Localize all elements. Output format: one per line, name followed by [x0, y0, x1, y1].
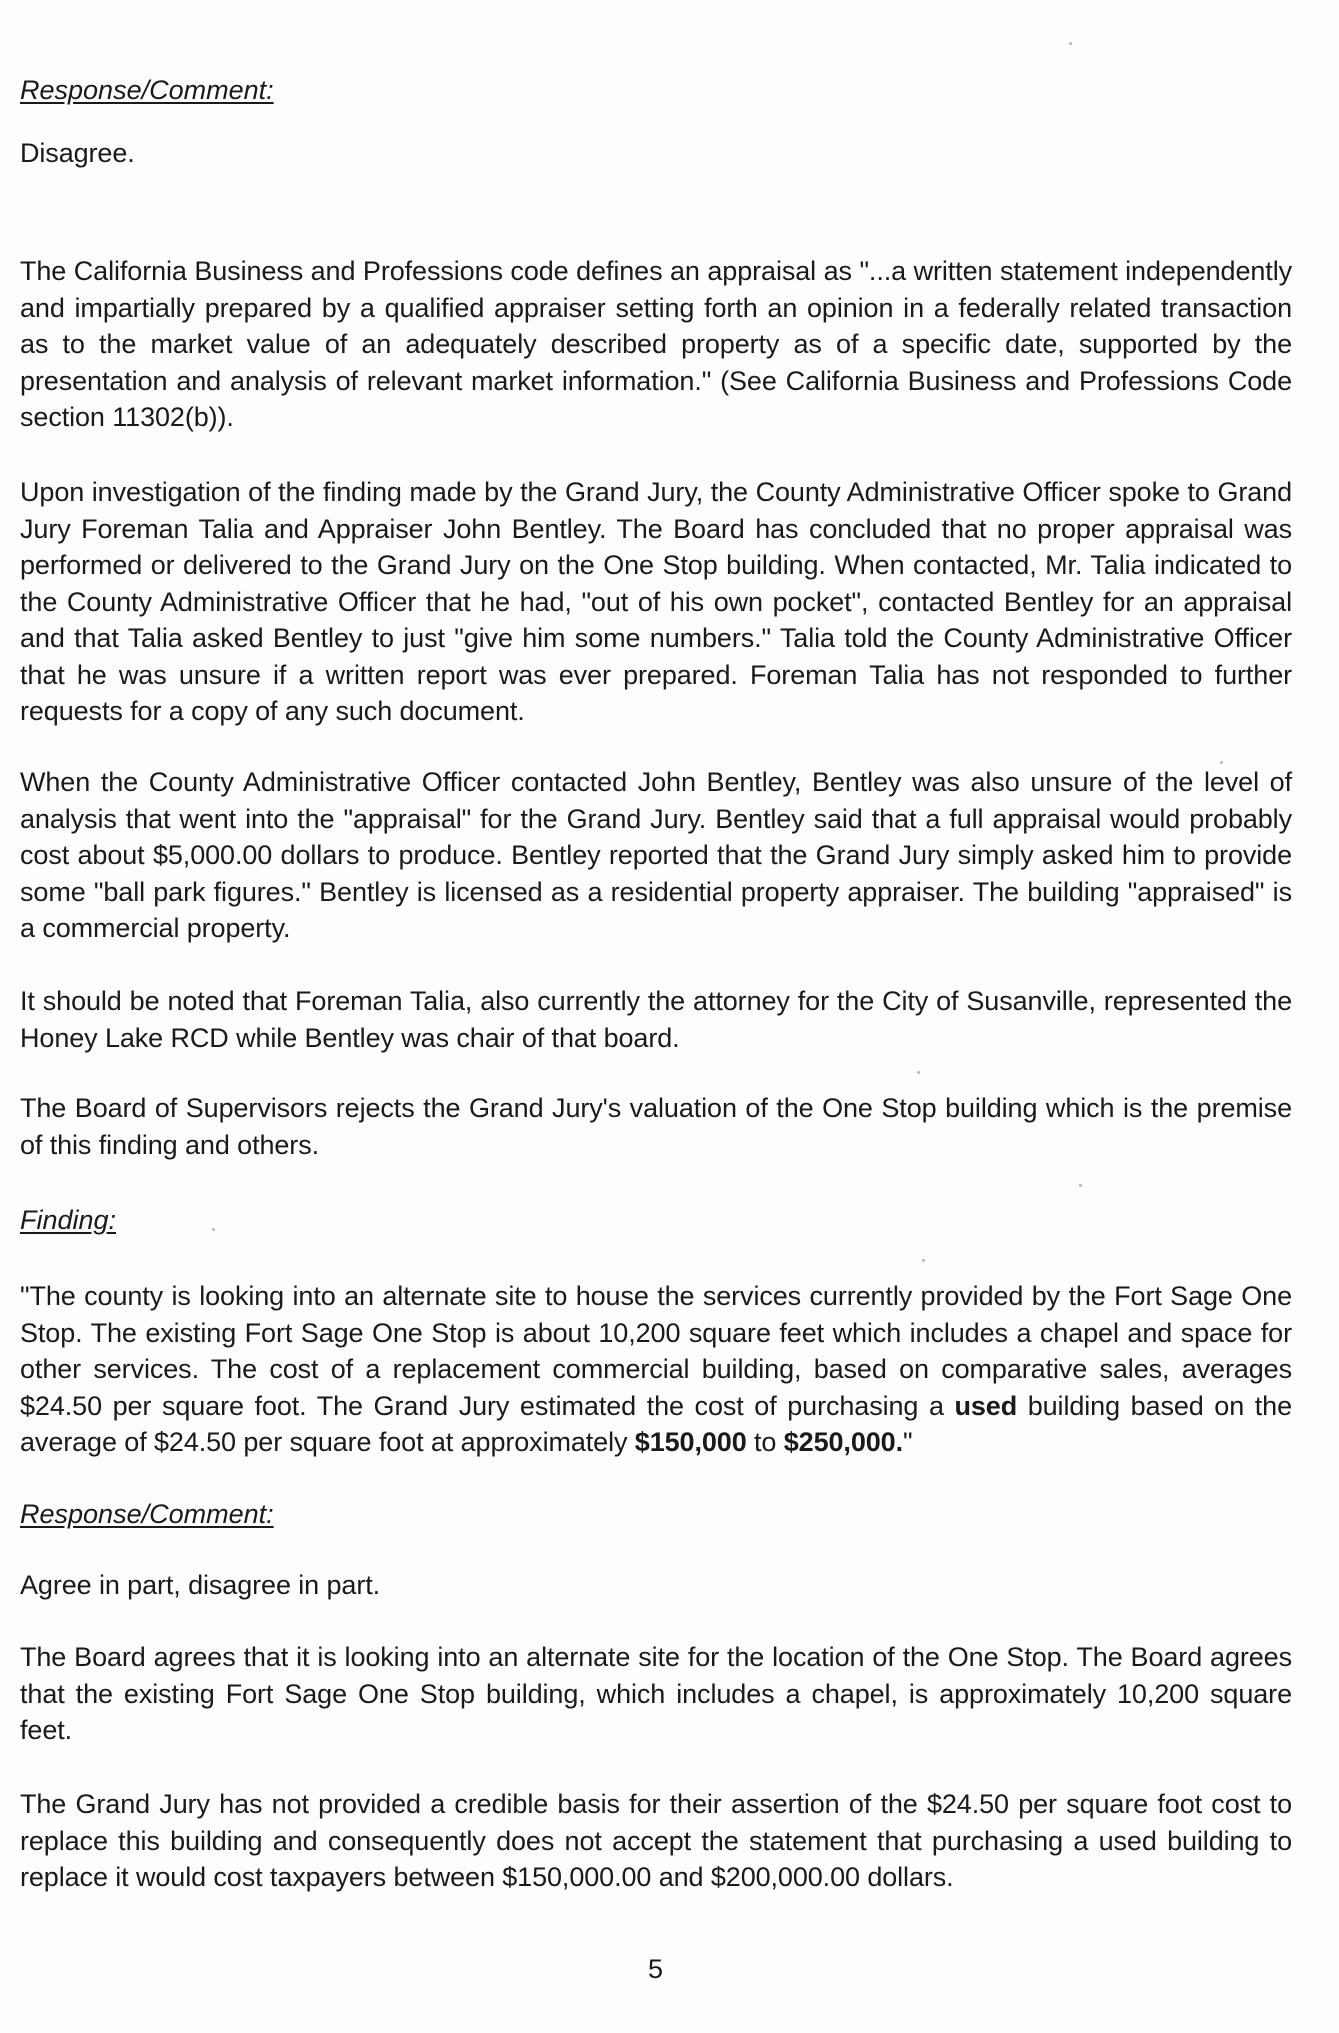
- response-comment-heading-1: Response/Comment:: [20, 75, 274, 105]
- finding-text-used: used: [954, 1390, 1018, 1421]
- scan-speck: [1079, 1184, 1082, 1187]
- disagree-paragraph: Disagree.: [20, 138, 135, 168]
- agree-in-part-paragraph: Agree in part, disagree in part.: [20, 1570, 381, 1600]
- finding-quote-paragraph: [20, 1278, 1292, 1461]
- finding-heading: Finding:: [20, 1205, 117, 1235]
- finding-text-part-3: to: [746, 1427, 784, 1457]
- bentley-contact-paragraph: When the County Administrative Officer contacted John Bentley, Bentley was also unsure of the level of analysis that went into the "appraisal" for the Grand Jury. Bentley said that a full appraisal would probably cost about $5,000.00 dollars to produce. Bentley reported that the Grand Jury simply asked him to provide some "ball park figures." Bentley is licensed as a residential property appraiser. The building "appraised" is a commercial property.: [20, 767, 1292, 943]
- investigation-paragraph: Upon investigation of the finding made by the Grand Jury, the County Administrative Officer spoke to Grand Jury Foreman Talia and Appraiser John Bentley. The Board has concluded that no proper appraisal was performed or delivered to the Grand Jury on the One Stop building. When contacted, Mr. Talia indicated to the County Administrative Officer that he had, "out of his own pocket", contacted Bentley for an appraisal and that Talia asked Bentley to just "give him some numbers." Talia told the County Administrative Officer that he was unsure if a written report was ever prepared. Foreman Talia has not responded to further requests for a copy of any such document.: [20, 477, 1292, 726]
- response-comment-heading-2: Response/Comment:: [20, 1499, 274, 1529]
- scan-speck: [922, 1259, 925, 1262]
- finding-text-low-estimate: $150,000: [634, 1427, 747, 1457]
- board-agrees-paragraph: The Board agrees that it is looking into an alternate site for the location of the One Stop. The Board agrees that the existing Fort Sage One Stop building, which includes a chapel, is approximately 10,200 square feet.: [20, 1642, 1292, 1745]
- page-number: 5: [647, 1954, 664, 1984]
- appraisal-definition-paragraph: The California Business and Professions code defines an appraisal as "...a written statement independently and impartially prepared by a qualified appraiser setting forth an opinion in a federally related transaction as to the market value of an adequately described property as of a specific date, supported by the presentation and analysis of relevant market information." (See California Business and Professions Code section 11302(b)).: [20, 256, 1292, 432]
- scan-speck: [1220, 761, 1223, 764]
- finding-text-high-estimate: $250,000.: [783, 1427, 903, 1457]
- finding-text-part-2: building based on the average of $24.50 per square foot at approximately: [20, 1390, 1292, 1457]
- foreman-note-paragraph: It should be noted that Foreman Talia, also currently the attorney for the City of Susanville, represented the Honey Lake RCD while Bentley was chair of that board.: [20, 986, 1292, 1053]
- valuation-rejection-paragraph: The Board of Supervisors rejects the Grand Jury's valuation of the One Stop building which is the premise of this finding and others.: [20, 1093, 1292, 1160]
- scan-speck: [917, 1071, 920, 1074]
- finding-text-closing-quote: ": [902, 1427, 913, 1457]
- scan-speck: [1069, 42, 1072, 45]
- scan-speck: [212, 1228, 215, 1231]
- finding-text-part-1: "The county is looking into an alternate site to house the services currently provided by the Fort Sage One Stop. The existing Fort Sage One Stop is about 10,200 square feet which includes a chapel and space for other services. The cost of a replacement commercial building, based on comparative sales, averages $24.50 per square foot. The Grand Jury estimated the cost of purchasing a: [20, 1281, 1292, 1421]
- credible-basis-paragraph: The Grand Jury has not provided a credible basis for their assertion of the $24.50 per square foot cost to replace this building and consequently does not accept the statement that purchasing a used building to replace it would cost taxpayers between $150,000.00 and $200,000.00 dollars.: [20, 1789, 1292, 1892]
